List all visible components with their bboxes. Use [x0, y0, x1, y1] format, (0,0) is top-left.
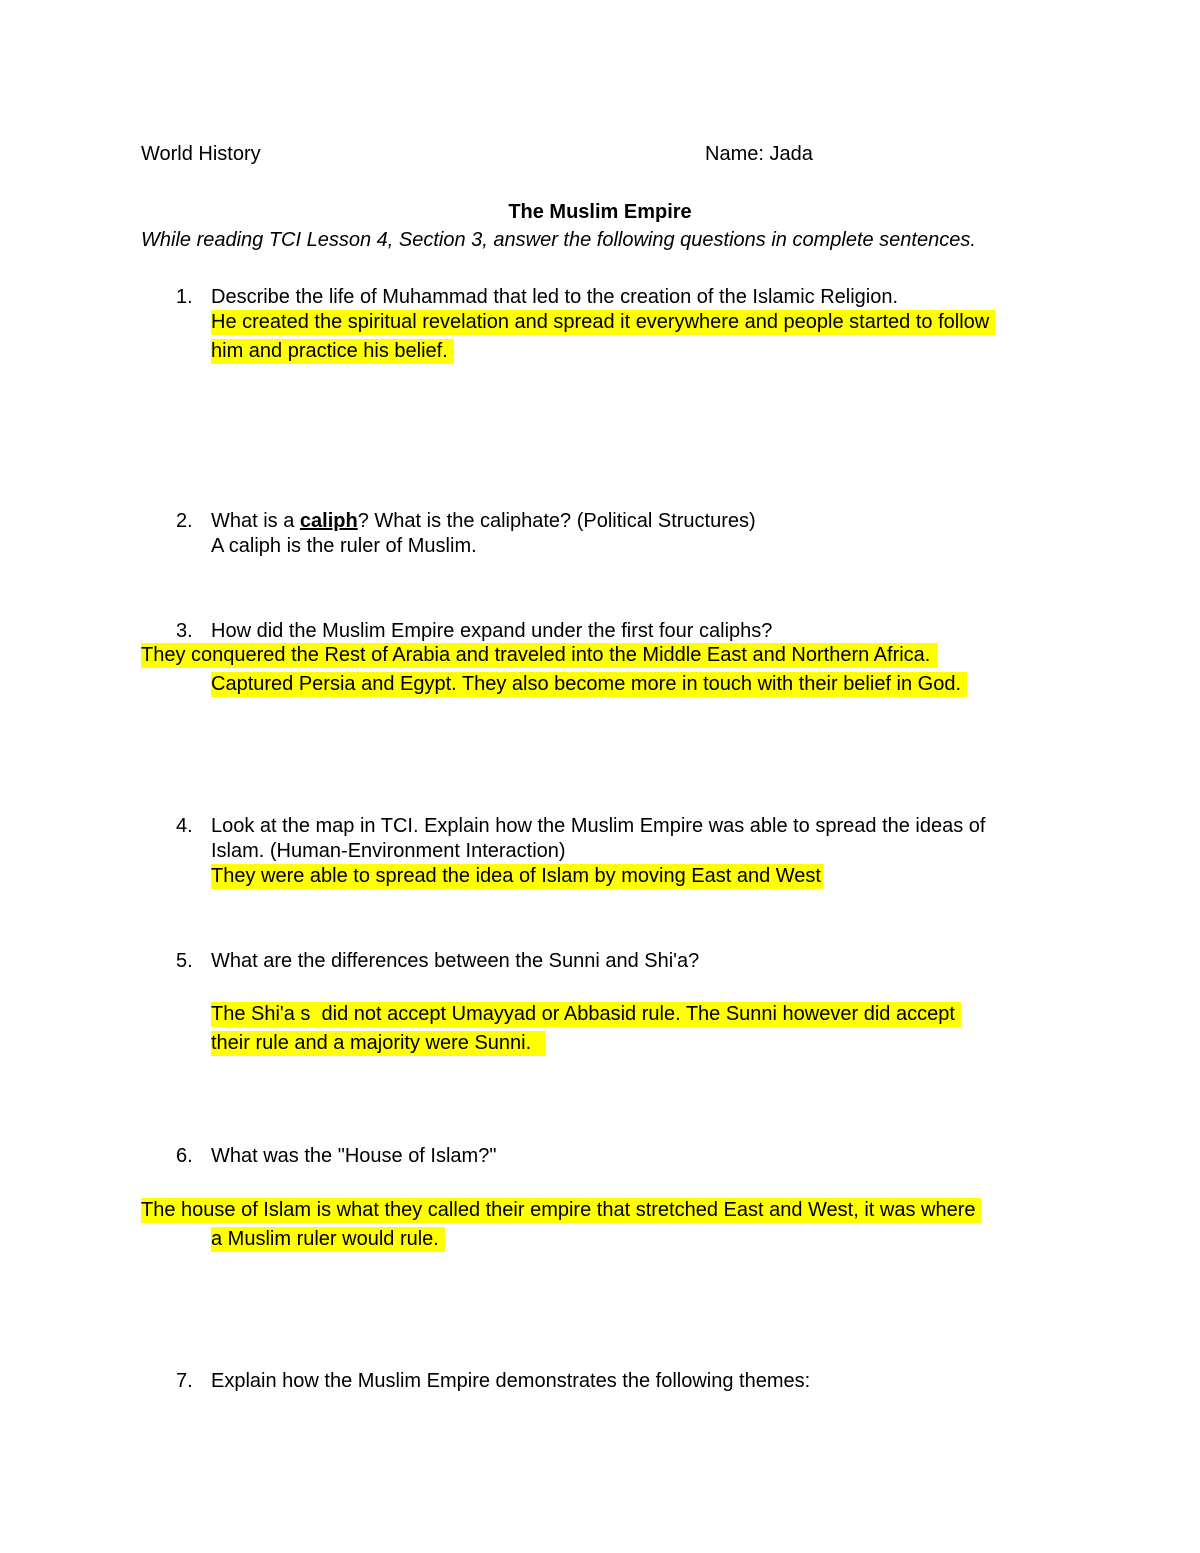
question-number: 2.: [176, 510, 193, 532]
answer-line: a Muslim ruler would rule.: [211, 1227, 445, 1252]
question-number: 1.: [176, 286, 193, 308]
question-text-before: What is a: [211, 510, 300, 532]
instructions: While reading TCI Lesson 4, Section 3, answer the following questions in complete sentences.: [141, 229, 976, 251]
answer-line: A caliph is the ruler of Muslim.: [211, 535, 477, 557]
answer-line: Captured Persia and Egypt. They also become more in touch with their belief in God.: [211, 672, 967, 697]
question-text: Describe the life of Muhammad that led to the creation of the Islamic Religion.: [211, 286, 899, 308]
answer-line: The house of Islam is what they called their empire that stretched East and West, it was where: [141, 1198, 981, 1223]
question-text-after: ? What is the caliphate? (Political Structures): [357, 510, 756, 532]
answer-line: They were able to spread the idea of Islam by moving East and West: [211, 865, 821, 887]
course-label: World History: [141, 143, 261, 165]
caliph-term: caliph: [299, 510, 358, 532]
question-text: How did the Muslim Empire expand under the first four caliphs?: [211, 620, 773, 642]
question-text: What are the differences between the Sunni and Shi'a?: [211, 950, 700, 972]
question-number: 5.: [176, 950, 193, 972]
question-number: 3.: [176, 620, 193, 642]
question-number: 4.: [176, 815, 193, 837]
question-text: Islam. (Human-Environment Interaction): [211, 840, 566, 862]
question-text: [211, 509, 756, 534]
question-text: What was the "House of Islam?": [211, 1145, 497, 1167]
answer-line: their rule and a majority were Sunni.: [211, 1031, 546, 1056]
answer-line: He created the spiritual revelation and spread it everywhere and people started to follow: [211, 310, 995, 335]
question-text: Explain how the Muslim Empire demonstrates the following themes:: [211, 1370, 811, 1392]
question-number: 6.: [176, 1145, 193, 1167]
answer-line: him and practice his belief.: [211, 339, 454, 364]
page-title: The Muslim Empire: [508, 201, 692, 223]
answer-line: The Shi'a s did not accept Umayyad or Abbasid rule. The Sunni however did accept: [211, 1002, 961, 1027]
question-text: Look at the map in TCI. Explain how the Muslim Empire was able to spread the ideas of: [211, 815, 986, 837]
question-number: 7.: [176, 1370, 193, 1392]
student-name: Name: Jada: [705, 143, 813, 165]
answer-line: They conquered the Rest of Arabia and traveled into the Middle East and Northern Africa.: [141, 643, 938, 668]
